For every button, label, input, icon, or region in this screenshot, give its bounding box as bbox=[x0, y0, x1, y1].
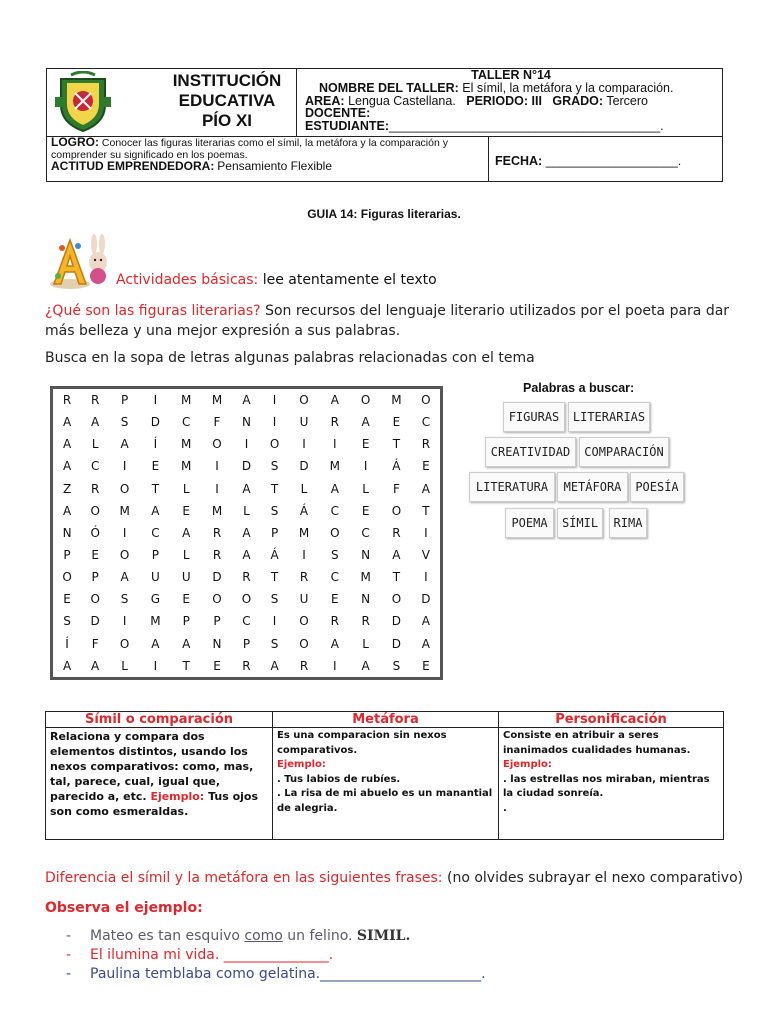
grid-cell[interactable]: P bbox=[213, 614, 221, 629]
grid-cell[interactable]: E bbox=[91, 548, 99, 563]
question-text: Son recursos del lenguaje literario utilizados por el poeta para dar más belleza y una mejor expresión a sus palabras. bbox=[45, 303, 730, 339]
grid-cell[interactable]: U bbox=[181, 570, 191, 585]
grid-cell[interactable]: A bbox=[120, 570, 129, 585]
grid-cell[interactable]: I bbox=[333, 658, 337, 673]
grid-cell[interactable]: M bbox=[150, 614, 161, 629]
grid-cell[interactable]: I bbox=[153, 393, 158, 408]
grid-cell[interactable]: P bbox=[151, 548, 160, 563]
grid-cell[interactable]: U bbox=[299, 592, 309, 607]
institution-line-3: PÍO XI bbox=[201, 111, 253, 130]
grid-cell[interactable]: R bbox=[392, 525, 401, 540]
grid-cell[interactable]: F bbox=[213, 415, 221, 430]
period-label: PERIODO: III bbox=[466, 93, 542, 108]
grid-cell[interactable]: I bbox=[272, 614, 277, 629]
metaphor-example-1: . Tus labios de rubíes. bbox=[277, 773, 401, 785]
institution-name bbox=[147, 71, 307, 131]
grid-cell[interactable]: S bbox=[270, 636, 279, 651]
grid-cell[interactable]: P bbox=[242, 636, 251, 651]
grid-cell[interactable]: A bbox=[62, 658, 72, 673]
grid-cell[interactable]: S bbox=[63, 614, 71, 629]
simile-heading: Símil o comparación bbox=[46, 712, 272, 728]
grid-cell[interactable]: S bbox=[120, 592, 129, 607]
grid-cell[interactable]: O bbox=[212, 437, 222, 452]
grid-cell[interactable]: M bbox=[181, 459, 192, 474]
grid-row bbox=[53, 610, 440, 632]
grid-row bbox=[53, 633, 440, 655]
grid-cell[interactable]: A bbox=[421, 614, 431, 629]
metaphor-heading: Metáfora bbox=[273, 712, 498, 728]
example-item-2[interactable] bbox=[66, 947, 333, 963]
personification-example-label: Ejemplo: bbox=[503, 759, 552, 770]
grid-cell[interactable]: D bbox=[212, 570, 222, 585]
grid-cell[interactable]: O bbox=[62, 570, 72, 585]
grid-row bbox=[53, 455, 440, 477]
grid-cell[interactable]: A bbox=[421, 636, 431, 651]
grid-cell[interactable]: V bbox=[421, 548, 431, 563]
grid-cell[interactable]: R bbox=[299, 658, 309, 673]
grid-cell[interactable]: S bbox=[392, 658, 401, 673]
grid-cell[interactable]: L bbox=[300, 481, 308, 496]
grid-cell[interactable]: D bbox=[421, 592, 431, 607]
grid-cell[interactable]: S bbox=[270, 459, 279, 474]
grid-cell[interactable]: L bbox=[362, 481, 369, 496]
grid-cell[interactable]: U bbox=[151, 570, 160, 585]
area-value: Lengua Castellana. bbox=[348, 93, 456, 108]
word-chip: LITERATURA bbox=[469, 472, 555, 502]
grid-cell[interactable]: R bbox=[90, 393, 100, 408]
grid-cell[interactable]: T bbox=[270, 481, 279, 496]
grid-cell[interactable]: D bbox=[150, 415, 161, 430]
letter-a-bunny-icon bbox=[48, 232, 114, 290]
grid-cell[interactable]: R bbox=[212, 525, 222, 540]
simile-example-label: Ejemplo: bbox=[150, 790, 205, 803]
grid-cell[interactable]: T bbox=[392, 570, 401, 585]
grid-cell[interactable]: I bbox=[244, 437, 249, 452]
grid-cell[interactable]: C bbox=[242, 614, 251, 629]
grid-cell[interactable]: L bbox=[362, 636, 369, 651]
grid-row bbox=[53, 500, 440, 522]
grid-cell[interactable]: O bbox=[391, 503, 402, 518]
grid-cell[interactable]: A bbox=[242, 393, 251, 408]
grid-cell[interactable]: S bbox=[270, 592, 279, 607]
grid-cell[interactable]: C bbox=[330, 570, 340, 585]
grid-cell[interactable]: M bbox=[391, 393, 402, 408]
personification-body bbox=[499, 728, 723, 817]
personification-definition: Consiste en atribuir a seres inanimados cualidades humanas. bbox=[503, 730, 691, 756]
grid-cell[interactable]: R bbox=[62, 393, 72, 408]
grid-cell[interactable]: I bbox=[424, 570, 428, 585]
grid-cell[interactable]: P bbox=[120, 393, 129, 408]
grid-cell[interactable]: A bbox=[120, 437, 129, 452]
grid-row bbox=[53, 478, 440, 500]
grid-cell[interactable]: O bbox=[212, 592, 222, 607]
personification-example-1: . las estrellas nos miraban, mientras la ciudad sonreía. bbox=[503, 773, 710, 799]
grid-cell[interactable]: O bbox=[119, 636, 130, 651]
difference-instruction bbox=[45, 870, 743, 886]
grid-cell[interactable]: E bbox=[361, 437, 370, 452]
grid-cell[interactable]: O bbox=[241, 592, 252, 607]
grid-cell[interactable]: A bbox=[182, 636, 191, 651]
grid-cell[interactable]: O bbox=[119, 548, 130, 563]
grid-cell[interactable]: P bbox=[182, 614, 190, 629]
grid-cell[interactable]: M bbox=[329, 459, 340, 474]
grid-row bbox=[53, 389, 440, 411]
grid-cell[interactable]: O bbox=[269, 437, 280, 452]
figures-table bbox=[45, 711, 724, 840]
grid-cell[interactable]: C bbox=[361, 525, 370, 540]
grid-cell[interactable]: E bbox=[182, 503, 190, 518]
activities-text: lee atentamente el texto bbox=[262, 272, 437, 288]
word-chip: METÁFORA bbox=[557, 472, 628, 502]
personification-example-2: . bbox=[503, 802, 507, 814]
grid-cell[interactable]: P bbox=[63, 548, 71, 563]
grid-cell[interactable]: O bbox=[421, 393, 431, 408]
word-chip: POESÍA bbox=[630, 472, 684, 502]
grid-cell[interactable]: I bbox=[363, 459, 368, 474]
grid-cell[interactable]: E bbox=[422, 658, 430, 673]
grid-cell[interactable]: O bbox=[330, 525, 340, 540]
word-chip: SÍMIL bbox=[557, 508, 603, 538]
grid-cell[interactable]: I bbox=[122, 459, 127, 474]
grid-cell[interactable]: E bbox=[392, 415, 401, 430]
question-label: ¿Qué son las figuras literarias? bbox=[45, 303, 261, 319]
grid-cell[interactable]: I bbox=[122, 525, 127, 540]
question-paragraph bbox=[45, 301, 735, 341]
grid-cell[interactable]: E bbox=[361, 503, 370, 518]
achievement-block bbox=[51, 137, 481, 174]
grid-cell[interactable]: L bbox=[91, 437, 99, 452]
grid-cell[interactable]: S bbox=[270, 503, 279, 518]
grid-cell[interactable]: O bbox=[299, 393, 309, 408]
grid-cell[interactable]: A bbox=[270, 658, 279, 673]
grid-cell[interactable]: A bbox=[330, 636, 339, 651]
attitude-label: ACTITUD EMPRENDEDORA: bbox=[51, 159, 215, 173]
grid-cell[interactable]: A bbox=[91, 658, 100, 673]
student-blank[interactable]: _______________________________________. bbox=[389, 119, 664, 134]
achievement-label: LOGRO: bbox=[51, 135, 99, 149]
grid-cell[interactable]: M bbox=[360, 570, 371, 585]
grid-cell[interactable]: L bbox=[182, 481, 190, 496]
grid-cell[interactable]: A bbox=[62, 437, 72, 452]
personification-column bbox=[499, 712, 723, 839]
word-chip: COMPARACIÓN bbox=[579, 437, 669, 467]
example-3-blank[interactable]: _______________________. bbox=[320, 966, 486, 982]
grid-cell[interactable]: I bbox=[302, 548, 306, 563]
metaphor-column bbox=[273, 712, 498, 839]
grid-cell[interactable]: A bbox=[151, 503, 160, 518]
grid-row bbox=[53, 411, 440, 433]
grid-cell[interactable]: E bbox=[213, 658, 221, 673]
grid-cell[interactable]: Ó bbox=[90, 525, 100, 540]
grid-cell[interactable]: I bbox=[215, 459, 219, 474]
simile-body bbox=[46, 728, 272, 820]
grid-cell[interactable]: N bbox=[241, 415, 251, 430]
grid-cell[interactable]: G bbox=[150, 592, 161, 607]
grid-cell[interactable]: I bbox=[333, 437, 337, 452]
metaphor-body bbox=[273, 728, 498, 817]
date-blank[interactable]: ___________________. bbox=[545, 154, 682, 168]
grid-cell[interactable]: N bbox=[361, 592, 371, 607]
example-1-post: un felino. bbox=[282, 928, 357, 944]
grid-cell[interactable]: N bbox=[361, 548, 371, 563]
grid-cell[interactable]: O bbox=[299, 614, 309, 629]
example-1-answer: SIMIL. bbox=[356, 928, 411, 944]
date-field[interactable] bbox=[495, 154, 681, 168]
grid-cell[interactable]: M bbox=[211, 503, 223, 518]
personification-heading: Personificación bbox=[499, 712, 723, 728]
grid-cell[interactable]: P bbox=[91, 570, 99, 585]
grid-cell[interactable]: T bbox=[182, 658, 190, 673]
grid-cell[interactable]: R bbox=[242, 570, 251, 585]
example-dash-2: - bbox=[66, 947, 72, 963]
date-label: FECHA: bbox=[495, 154, 543, 168]
grid-row bbox=[53, 522, 440, 544]
example-item-3[interactable] bbox=[66, 966, 486, 982]
grid-cell[interactable]: E bbox=[63, 592, 71, 607]
grid-cell[interactable]: A bbox=[361, 415, 370, 430]
grid-cell[interactable]: O bbox=[119, 481, 130, 496]
grid-row bbox=[53, 433, 440, 455]
grid-cell[interactable]: D bbox=[90, 614, 100, 629]
header-row-bottom bbox=[47, 136, 722, 182]
grid-cell[interactable]: A bbox=[242, 548, 251, 563]
grid-cell[interactable]: M bbox=[181, 393, 192, 408]
grid-cell[interactable]: I bbox=[302, 437, 306, 452]
institution-line-1: INSTITUCIÓN bbox=[172, 71, 282, 90]
teacher-label: DOCENTE: bbox=[305, 106, 371, 121]
grid-cell[interactable]: A bbox=[62, 503, 72, 518]
achievement-value: Conocer las figuras literarias como el símil, la metáfora y la comparación y comprender su significado en los poemas. bbox=[51, 137, 448, 161]
grid-cell[interactable]: O bbox=[90, 592, 100, 607]
grid-cell[interactable]: Z bbox=[62, 481, 72, 496]
word-chip: LITERARIAS bbox=[568, 402, 650, 432]
grid-cell[interactable]: N bbox=[212, 636, 222, 651]
observe-heading: Observa el ejemplo: bbox=[45, 900, 203, 916]
grid-cell[interactable]: R bbox=[242, 658, 251, 673]
grid-cell[interactable]: M bbox=[298, 525, 310, 540]
grid-cell[interactable]: S bbox=[331, 548, 339, 563]
grid-cell[interactable]: A bbox=[361, 658, 370, 673]
workshop-name-label: NOMBRE DEL TALLER: bbox=[319, 80, 459, 95]
grid-cell[interactable]: R bbox=[361, 614, 370, 629]
example-2-text: El ilumina mi vida. _______________. bbox=[90, 947, 334, 963]
word-search-grid bbox=[50, 386, 443, 680]
grid-cell[interactable]: R bbox=[330, 415, 339, 430]
grid-cell[interactable]: A bbox=[62, 459, 72, 474]
grid-cell[interactable]: M bbox=[119, 503, 130, 518]
grid-cell[interactable]: C bbox=[182, 415, 191, 430]
grid-cell[interactable]: C bbox=[330, 503, 340, 518]
grid-cell[interactable]: Í bbox=[153, 437, 158, 452]
grid-cell[interactable]: Á bbox=[392, 459, 401, 474]
grid-cell[interactable]: R bbox=[299, 570, 309, 585]
student-label: ESTUDIANTE: bbox=[305, 119, 390, 134]
grid-cell[interactable]: A bbox=[91, 415, 100, 430]
example-3-text: Paulina temblaba como gelatina. bbox=[90, 966, 321, 982]
grid-cell[interactable]: A bbox=[242, 481, 251, 496]
metaphor-example-label: Ejemplo: bbox=[277, 759, 326, 770]
grid-row bbox=[53, 566, 440, 588]
grid-cell[interactable]: I bbox=[272, 415, 277, 430]
grid-row bbox=[53, 588, 440, 610]
example-1-nexo: como bbox=[244, 928, 283, 944]
activities-label: Actividades básicas: bbox=[116, 272, 259, 288]
word-chip: POEMA bbox=[505, 508, 554, 538]
word-chip: CREATIVIDAD bbox=[485, 437, 576, 467]
grid-cell[interactable]: E bbox=[331, 592, 339, 607]
example-item-1 bbox=[66, 928, 410, 944]
word-chip: FIGURAS bbox=[503, 402, 565, 432]
grade-label: GRADO: bbox=[552, 93, 604, 108]
grid-cell[interactable]: T bbox=[270, 570, 279, 585]
difference-label: Diferencia el símil y la metáfora en las siguientes frases: bbox=[45, 870, 443, 886]
grid-cell[interactable]: R bbox=[330, 614, 339, 629]
grid-cell[interactable]: A bbox=[62, 415, 72, 430]
grid-cell[interactable]: Á bbox=[299, 503, 309, 518]
grid-cell[interactable]: L bbox=[182, 548, 190, 563]
grid-row bbox=[53, 655, 440, 677]
simile-example: Tus ojos son como esmeraldas. bbox=[50, 790, 259, 818]
guide-title: GUIA 14: Figuras literarias. bbox=[307, 207, 461, 221]
grid-cell[interactable]: O bbox=[360, 393, 371, 408]
grid-cell[interactable]: R bbox=[90, 481, 100, 496]
grid-cell[interactable]: L bbox=[121, 658, 128, 673]
grid-row bbox=[53, 544, 440, 566]
grid-cell[interactable]: F bbox=[91, 636, 99, 651]
grid-cell[interactable]: A bbox=[242, 525, 251, 540]
grid-cell[interactable]: D bbox=[391, 614, 402, 629]
grid-cell[interactable]: L bbox=[243, 503, 250, 518]
grid-cell[interactable]: T bbox=[392, 437, 401, 452]
workshop-number: TALLER N°14 bbox=[471, 68, 551, 82]
metaphor-example-2: . La risa de mi abuelo es un manantial de alegria. bbox=[277, 788, 493, 814]
grid-cell[interactable]: E bbox=[422, 459, 430, 474]
grid-cell[interactable]: E bbox=[182, 592, 190, 607]
grid-cell[interactable]: R bbox=[421, 437, 431, 452]
metaphor-definition: Es una comparacion sin nexos comparativos. bbox=[277, 730, 447, 756]
grid-cell[interactable]: O bbox=[299, 636, 309, 651]
grid-cell[interactable]: O bbox=[90, 503, 100, 518]
grid-cell[interactable]: N bbox=[62, 525, 72, 540]
grid-cell[interactable]: Í bbox=[65, 636, 69, 651]
word-chip: RIMA bbox=[609, 508, 647, 538]
example-dash-1: - bbox=[66, 928, 72, 944]
attitude-value: Pensamiento Flexible bbox=[217, 159, 332, 173]
grid-cell[interactable]: A bbox=[182, 525, 191, 540]
example-1-pre: Mateo es tan esquivo bbox=[90, 928, 245, 944]
grid-cell[interactable]: A bbox=[330, 481, 339, 496]
words-title: Palabras a buscar: bbox=[523, 381, 635, 395]
area-label: AREA: bbox=[305, 93, 345, 108]
grade-value: Tercero bbox=[606, 93, 648, 108]
grid-cell[interactable]: O bbox=[391, 592, 402, 607]
student-line bbox=[301, 120, 721, 133]
simile-definition: Relaciona y compara dos elementos distintos, usando los nexos comparativos: como, mas, tal, parece, cual, igual que, parecido a, etc. bbox=[50, 730, 254, 803]
header-table bbox=[46, 68, 723, 182]
header-row-top bbox=[47, 69, 722, 137]
grid-cell[interactable]: Á bbox=[270, 548, 279, 563]
example-dash-3: - bbox=[66, 966, 72, 982]
grid-cell[interactable]: C bbox=[90, 459, 100, 474]
institution-line-2: EDUCATIVA bbox=[178, 91, 276, 110]
grid-cell[interactable]: D bbox=[391, 636, 402, 651]
grid-cell[interactable]: D bbox=[241, 459, 252, 474]
grid-cell[interactable]: A bbox=[151, 636, 160, 651]
workshop-info bbox=[301, 69, 721, 133]
grid-cell[interactable]: A bbox=[330, 393, 339, 408]
grid-cell[interactable]: T bbox=[151, 481, 160, 496]
grid-cell[interactable]: M bbox=[181, 437, 192, 452]
grid-cell[interactable]: I bbox=[122, 614, 127, 629]
grid-cell[interactable]: D bbox=[299, 459, 309, 474]
grid-cell[interactable]: M bbox=[211, 393, 223, 408]
grid-cell[interactable]: I bbox=[153, 658, 158, 673]
grid-cell[interactable]: I bbox=[424, 525, 428, 540]
word-search-table bbox=[53, 389, 440, 677]
grid-cell[interactable]: C bbox=[151, 525, 160, 540]
search-instruction: Busca en la sopa de letras algunas palabras relacionadas con el tema bbox=[45, 350, 535, 366]
grid-cell[interactable]: T bbox=[422, 503, 430, 518]
grid-cell[interactable]: A bbox=[392, 548, 401, 563]
grid-cell[interactable]: C bbox=[421, 415, 431, 430]
school-shield-logo bbox=[53, 71, 113, 133]
grid-cell[interactable]: A bbox=[421, 481, 431, 496]
grid-cell[interactable]: R bbox=[212, 548, 222, 563]
grid-cell[interactable]: P bbox=[270, 525, 279, 540]
grid-cell[interactable]: S bbox=[120, 415, 129, 430]
simile-column bbox=[46, 712, 272, 839]
grid-cell[interactable]: I bbox=[215, 481, 219, 496]
grid-cell[interactable]: I bbox=[272, 393, 277, 408]
grid-cell[interactable]: U bbox=[299, 415, 309, 430]
grid-cell[interactable]: F bbox=[392, 481, 400, 496]
grid-cell[interactable]: E bbox=[151, 459, 160, 474]
activities-line bbox=[116, 272, 437, 288]
difference-note: (no olvides subrayar el nexo comparativo) bbox=[446, 870, 744, 886]
workshop-name-value: El símil, la metáfora y la comparación. bbox=[462, 80, 674, 95]
